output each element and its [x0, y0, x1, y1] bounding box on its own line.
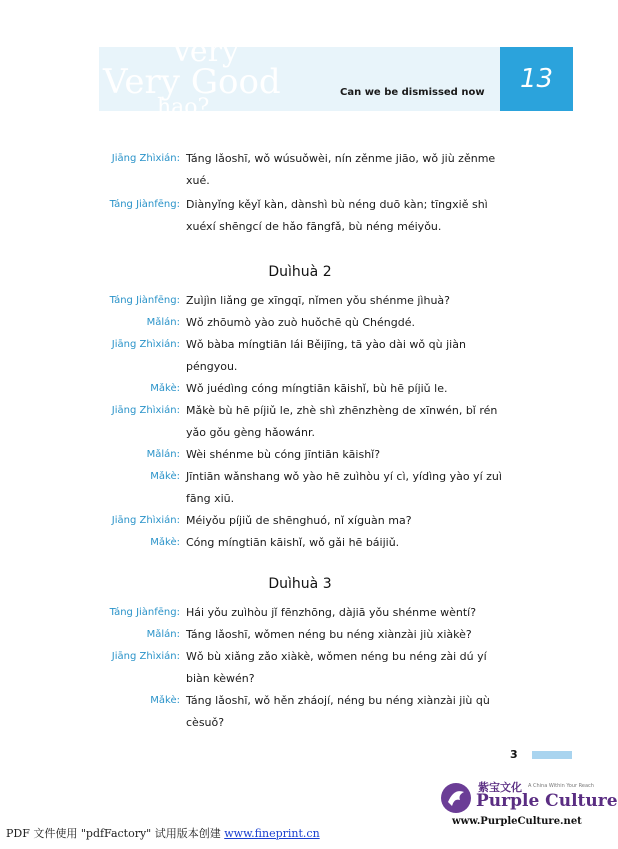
utterance: Táng lǎoshī, wǒmen néng bu néng xiànzài jiù xiàkè?: [186, 628, 472, 641]
section-heading: Duìhuà 2: [268, 264, 332, 280]
header-banner: [99, 34, 517, 120]
dialogue-line: [0, 690, 600, 734]
speaker-name: Mǎlán:: [146, 629, 180, 640]
dialogue-line: [0, 290, 600, 312]
footer-text: PDF 文件使用 "pdfFactory" 试用版本创建: [6, 827, 225, 840]
logo-name: Purple Culture: [476, 791, 618, 811]
chapter-number: 13: [500, 47, 573, 111]
dialogue-line: [0, 378, 600, 400]
dialogue-line: [0, 334, 600, 378]
dialogue-line: [0, 444, 600, 466]
dialogue-line: [0, 194, 600, 238]
speaker-name: Táng Jiànfēng:: [109, 295, 180, 306]
speaker-name: Mǎlán:: [146, 317, 180, 328]
footer-note: [6, 825, 320, 841]
page-number-bar: [532, 751, 572, 759]
utterance: Diànyǐng kěyǐ kàn, dànshì bù néng duō kàn; tīngxiě shì xuéxí shēngcí de hǎo fāngfǎ, bù néng méiyǒu.: [186, 198, 488, 233]
utterance: Zuìjìn liǎng ge xīngqī, nǐmen yǒu shénme jìhuà?: [186, 294, 450, 307]
dialogue-line: [0, 602, 600, 624]
dialogue-line: [0, 510, 600, 532]
utterance: Mǎkè bù hē píjiǔ le, zhè shì zhēnzhèng de xīnwén, bǐ rén yǎo gǒu gèng hǎowánr.: [186, 404, 498, 439]
speaker-name: Mǎkè:: [150, 695, 180, 706]
dialogue-line: [0, 148, 600, 192]
utterance: Wǒ bàba míngtiān lái Běijīng, tā yào dài wǒ qù jiàn péngyou.: [186, 338, 466, 373]
utterance: Táng lǎoshī, wǒ wúsuǒwèi, nín zěnme jiāo, wǒ jiù zěnme xué.: [186, 152, 496, 187]
dialogue-line: [0, 400, 600, 444]
dialogue-line: [0, 624, 600, 646]
purple-culture-logo: [440, 778, 618, 828]
dialogue-line: [0, 646, 600, 690]
speaker-name: Mǎlán:: [146, 449, 180, 460]
dialogue-line: [0, 532, 600, 554]
page-number: 3: [510, 748, 518, 761]
utterance: Méiyǒu píjiǔ de shēnghuó, nǐ xíguàn ma?: [186, 514, 412, 527]
utterance: Hái yǒu zuìhòu jǐ fēnzhōng, dàjiā yǒu shénme wèntí?: [186, 606, 477, 619]
dialogue-line: [0, 466, 600, 510]
utterance: Wèi shénme bù cóng jīntiān kāishǐ?: [186, 448, 381, 461]
utterance: Wǒ juédìng cóng míngtiān kāishǐ, bù hē píjiǔ le.: [186, 382, 448, 395]
speaker-name: Mǎkè:: [150, 383, 180, 394]
speaker-name: Jiāng Zhìxián:: [111, 339, 180, 350]
footer-link[interactable]: www.fineprint.cn: [224, 827, 320, 840]
watermark-text: Very Good: [103, 62, 281, 102]
logo-chinese-text: 紫宝文化: [478, 781, 522, 794]
speaker-name: Jiāng Zhìxián:: [111, 405, 180, 416]
lesson-title: Can we be dismissed now: [340, 87, 485, 98]
utterance: Cóng míngtiān kāishǐ, wǒ gǎi hē báijiǔ.: [186, 536, 400, 549]
dialogue-line: [0, 312, 600, 334]
utterance: Wǒ bù xiǎng zǎo xiàkè, wǒmen néng bu néng zài dú yí biàn kèwén?: [186, 650, 487, 685]
phoenix-logo-icon: [440, 782, 472, 814]
logo-url: www.PurpleCulture.net: [452, 816, 582, 827]
speaker-name: Jiāng Zhìxián:: [111, 651, 180, 662]
utterance: Wǒ zhōumò yào zuò huǒchē qù Chéngdé.: [186, 316, 415, 329]
speaker-name: Táng Jiànfēng:: [109, 607, 180, 618]
watermark-text: Very: [171, 34, 239, 69]
speaker-name: Jiāng Zhìxián:: [111, 153, 180, 164]
dialogue-content: [0, 148, 600, 734]
speaker-name: Mǎkè:: [150, 471, 180, 482]
watermark-text: hao?: [157, 95, 210, 120]
utterance: Jīntiān wǎnshang wǒ yào hē zuìhòu yí cì, yídìng yào yí zuì fāng xiū.: [186, 470, 502, 505]
logo-tagline: A China Within Your Reach: [528, 783, 594, 789]
speaker-name: Jiāng Zhìxián:: [111, 515, 180, 526]
speaker-name: Táng Jiànfēng:: [109, 199, 180, 210]
section-heading: Duìhuà 3: [268, 576, 332, 592]
utterance: Táng lǎoshī, wǒ hěn zháojí, néng bu néng xiànzài jiù qù cèsuǒ?: [186, 694, 490, 729]
speaker-name: Mǎkè:: [150, 537, 180, 548]
